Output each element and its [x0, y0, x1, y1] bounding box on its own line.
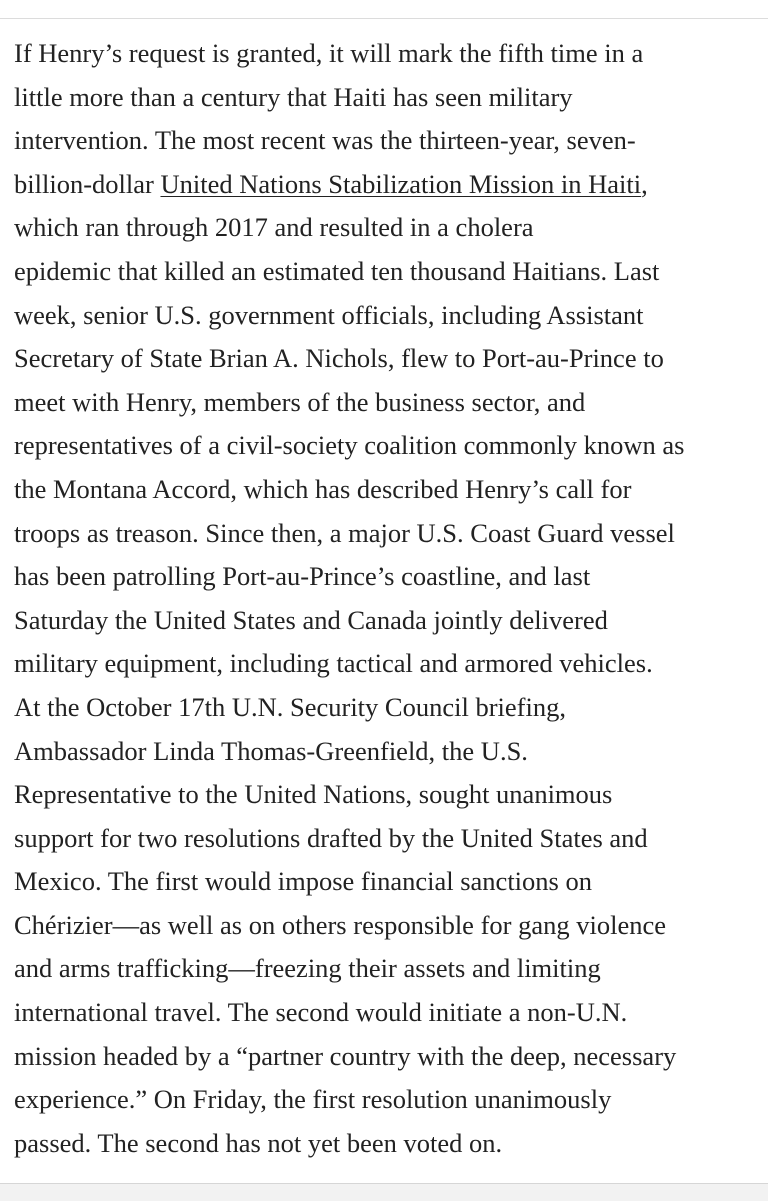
text-line-14: Saturday the United States and Canada jointly delivered	[14, 604, 608, 635]
text-line-9: meet with Henry, members of the business sector, and	[14, 386, 586, 417]
text-line-10: representatives of a civil-society coalition commonly known as	[14, 430, 685, 461]
text-line-21: Chérizier—as well as on others responsible for gang violence	[14, 909, 666, 940]
text-line-24: mission headed by a “partner country with the deep, necessary	[14, 1040, 677, 1071]
text-line-4-suffix: ,	[641, 168, 648, 199]
text-line-4	[14, 163, 756, 207]
text-line-19: support for two resolutions drafted by the United States and	[14, 822, 648, 853]
text-line-6: epidemic that killed an estimated ten thousand Haitians. Last	[14, 255, 660, 286]
bottom-bar	[0, 1183, 768, 1201]
text-line-22: and arms trafficking—freezing their assets and limiting	[14, 953, 601, 984]
text-line-1: If Henry’s request is granted, it will mark the fifth time in a	[14, 38, 644, 68]
text-line-18: Representative to the United Nations, sought unanimous	[14, 779, 613, 810]
text-line-25: experience.” On Friday, the first resolution unanimously	[14, 1084, 612, 1115]
article-paragraph	[14, 32, 756, 1165]
text-line-3: intervention. The most recent was the thirteen-year, seven-	[14, 125, 636, 156]
text-line-4-prefix: billion-dollar	[14, 168, 161, 199]
un-mission-link[interactable]: United Nations Stabilization Mission in Haiti	[160, 168, 642, 199]
text-line-8: Secretary of State Brian A. Nichols, flew to Port-au-Prince to	[14, 343, 664, 374]
text-line-17: Ambassador Linda Thomas-Greenfield, the U.S.	[14, 735, 528, 766]
text-line-23: international travel. The second would initiate a non-U.N.	[14, 997, 628, 1028]
text-line-11: the Montana Accord, which has described Henry’s call for	[14, 473, 632, 504]
text-line-5: which ran through 2017 and resulted in a cholera	[14, 212, 534, 243]
text-line-2: little more than a century that Haiti has seen military	[14, 81, 573, 112]
text-line-26: passed. The second has not yet been voted on.	[14, 1127, 503, 1158]
text-line-16: At the October 17th U.N. Security Council briefing,	[14, 691, 566, 722]
text-line-13: has been patrolling Port-au-Prince’s coastline, and last	[14, 561, 591, 592]
text-line-15: military equipment, including tactical and armored vehicles.	[14, 648, 653, 679]
text-line-20: Mexico. The first would impose financial sanctions on	[14, 866, 592, 897]
top-divider	[0, 0, 768, 19]
text-line-7: week, senior U.S. government officials, including Assistant	[14, 299, 644, 330]
article-body	[14, 32, 756, 1182]
text-line-12: troops as treason. Since then, a major U.S. Coast Guard vessel	[14, 517, 675, 548]
